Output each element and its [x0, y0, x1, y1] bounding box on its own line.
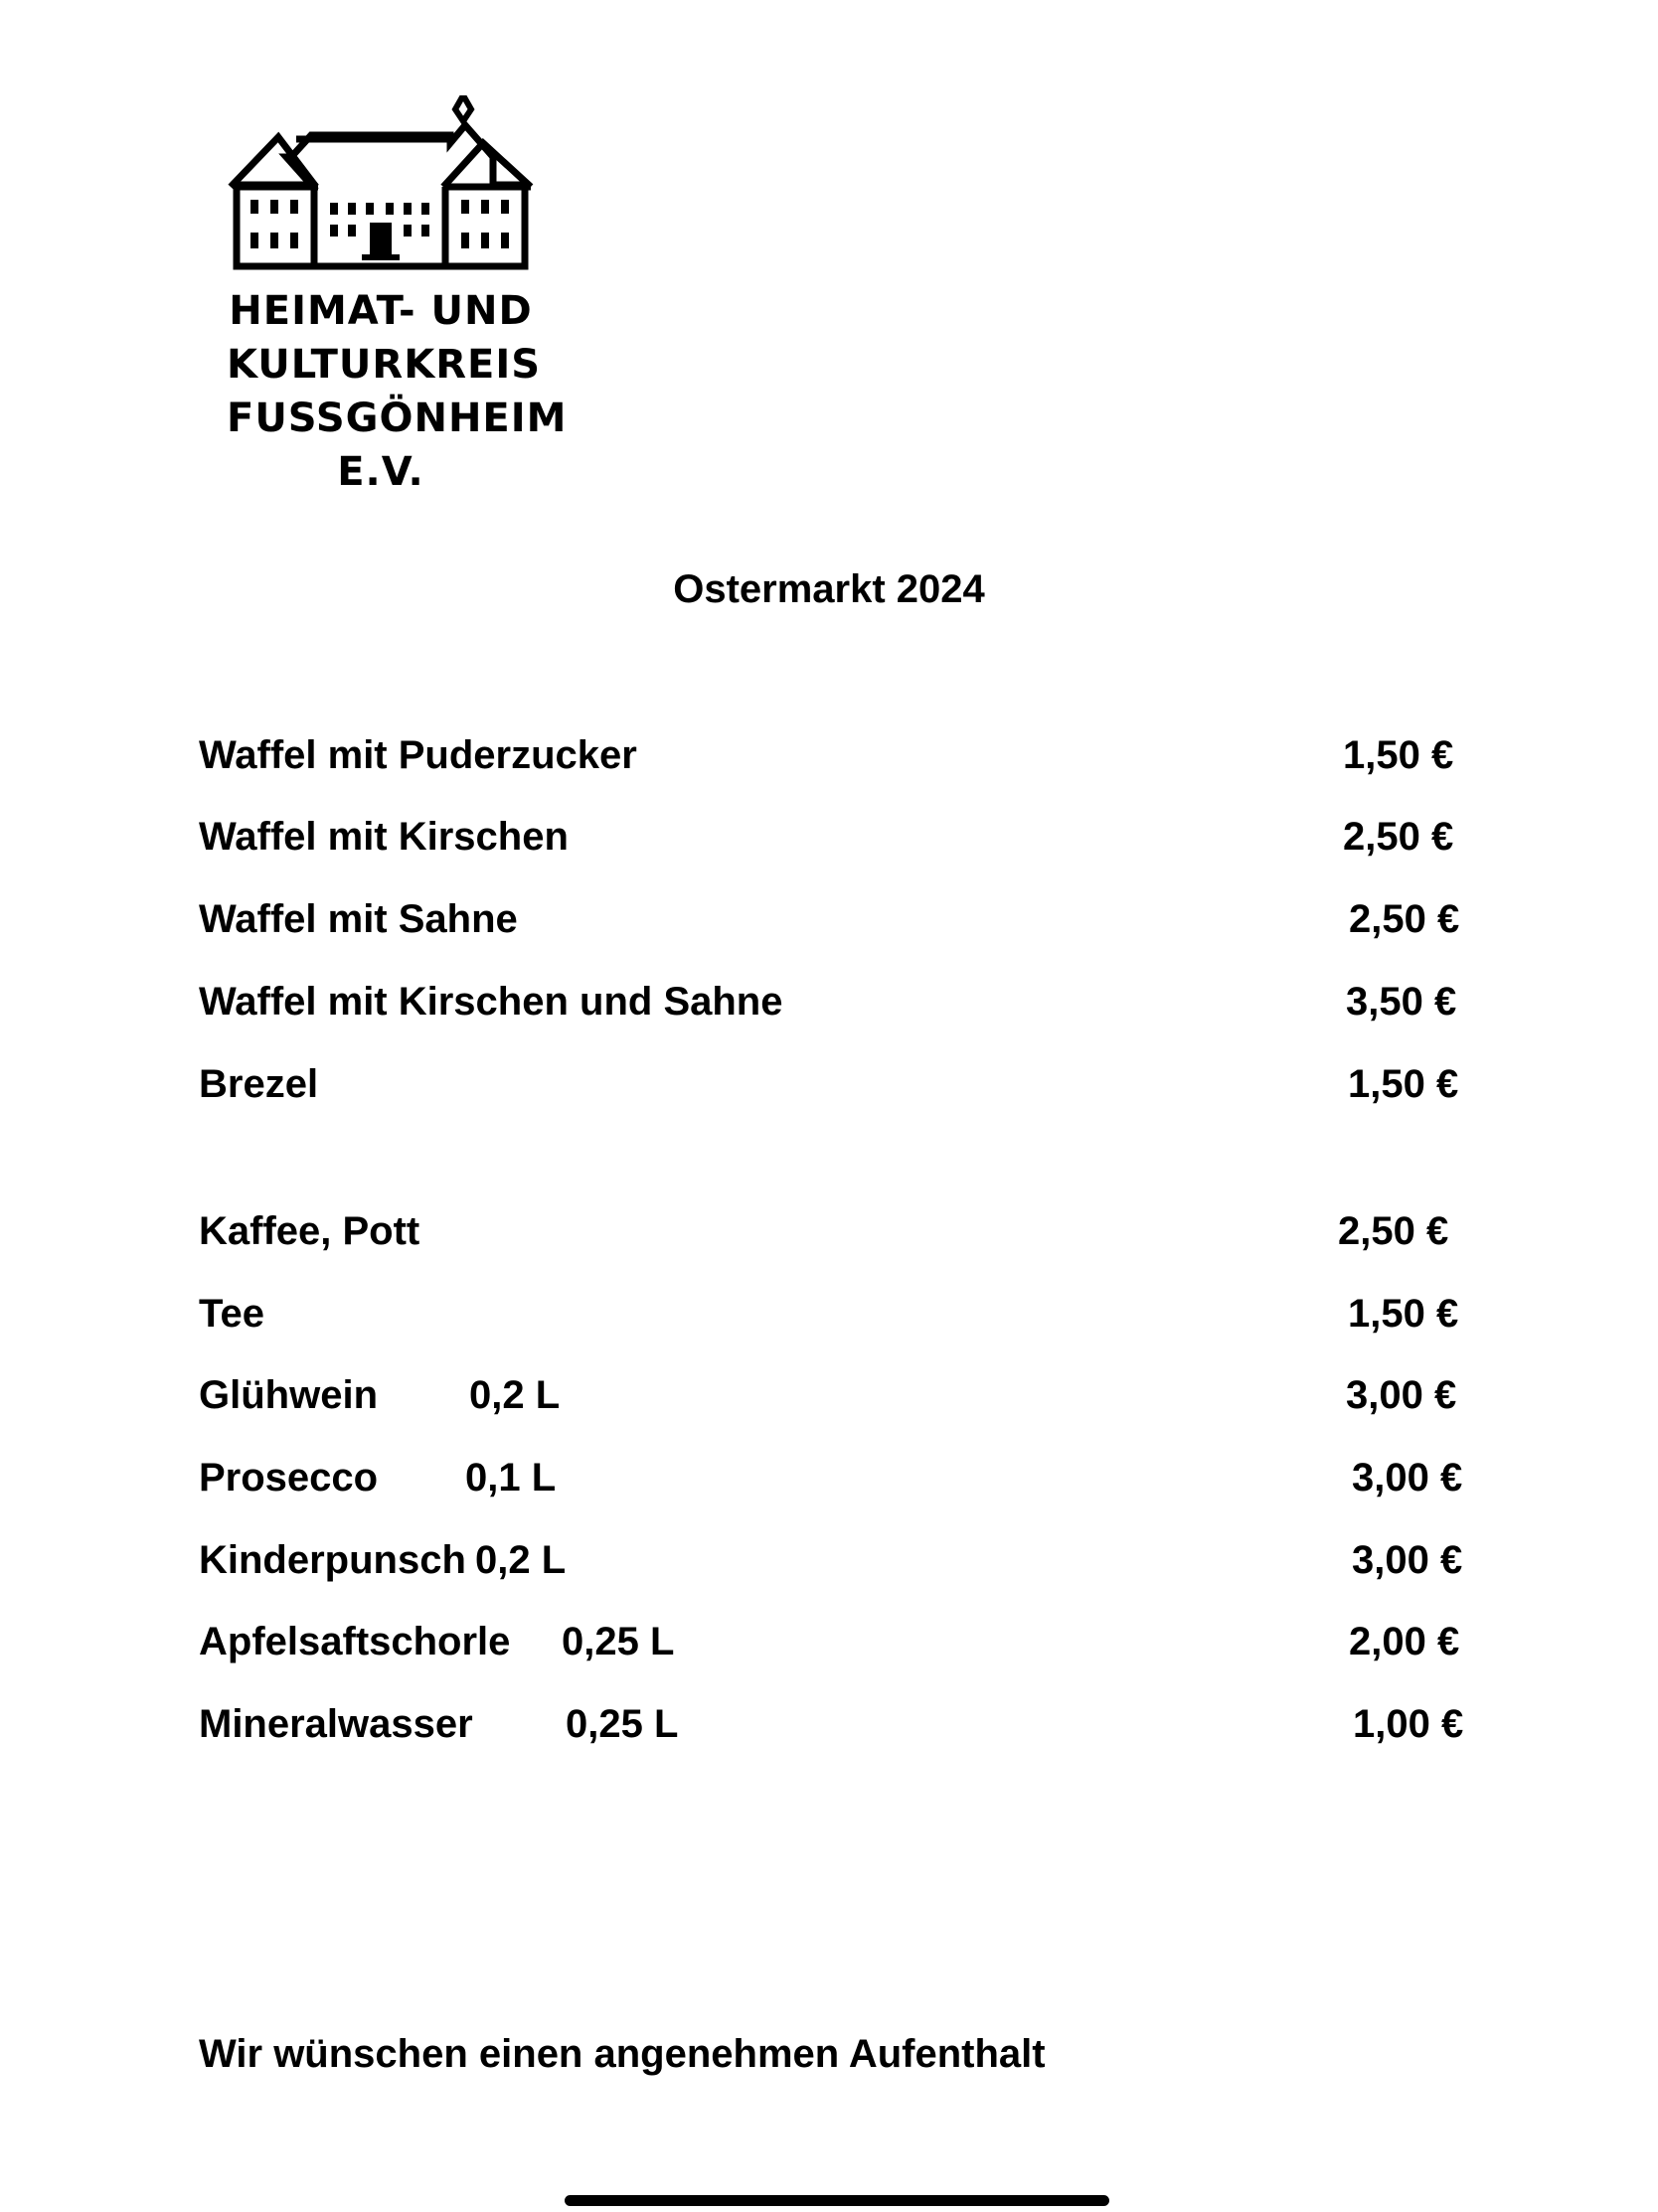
item-name: Waffel mit Kirschen	[199, 815, 569, 859]
menu-item	[199, 1615, 1471, 1668]
item-name: Kaffee, Pott	[199, 1209, 420, 1253]
menu-item	[199, 892, 1471, 946]
item-price: 1,00 €	[1353, 1702, 1464, 1746]
menu-item	[199, 1451, 1471, 1504]
item-size: 0,2 L	[475, 1538, 567, 1582]
logo-text	[227, 284, 568, 499]
item-price: 2,50 €	[1343, 815, 1454, 859]
item-name: Mineralwasser	[199, 1702, 473, 1746]
menu-item	[199, 1204, 1471, 1258]
logo-line: FUSSGÖNHEIM	[227, 395, 568, 441]
item-price: 2,00 €	[1349, 1620, 1460, 1663]
item-name: Tee	[199, 1292, 264, 1336]
item-size: 0,25 L	[566, 1702, 679, 1746]
home-indicator[interactable]	[565, 2195, 1109, 2206]
menu-item	[199, 1057, 1471, 1111]
item-price: 1,50 €	[1348, 1292, 1459, 1336]
logo-line: KULTURKREIS	[227, 342, 542, 388]
item-name: Glühwein	[199, 1373, 378, 1417]
item-size: 0,1 L	[465, 1456, 557, 1500]
item-name: Waffel mit Puderzucker	[199, 733, 637, 777]
item-price: 3,00 €	[1352, 1538, 1463, 1582]
item-name: Waffel mit Sahne	[199, 897, 518, 941]
club-logo	[227, 95, 568, 513]
item-name: Brezel	[199, 1062, 319, 1106]
castle-icon	[227, 95, 535, 279]
item-price: 3,00 €	[1352, 1456, 1463, 1500]
item-name: Prosecco	[199, 1456, 379, 1500]
item-name: Apfelsaftschorle	[199, 1620, 511, 1663]
menu-item	[199, 1697, 1471, 1751]
menu-item	[199, 1533, 1471, 1587]
item-price: 2,50 €	[1338, 1209, 1449, 1253]
item-size: 0,2 L	[469, 1373, 561, 1417]
item-price: 2,50 €	[1349, 897, 1460, 941]
logo-line: E.V.	[337, 449, 424, 495]
item-price: 3,00 €	[1346, 1373, 1457, 1417]
logo-line: HEIMAT- UND	[229, 288, 533, 334]
item-price: 1,50 €	[1343, 733, 1454, 777]
menu-item	[199, 810, 1471, 864]
item-name: Kinderpunsch	[199, 1538, 466, 1582]
item-price: 1,50 €	[1348, 1062, 1459, 1106]
item-size: 0,25 L	[562, 1620, 675, 1663]
menu-item	[199, 1287, 1471, 1341]
item-name: Waffel mit Kirschen und Sahne	[199, 980, 783, 1024]
page-title: Ostermarkt 2024	[673, 567, 985, 611]
menu-item	[199, 975, 1471, 1028]
menu-item	[199, 1368, 1471, 1422]
menu-item	[199, 728, 1471, 782]
closing-message: Wir wünschen einen angenehmen Aufenthalt	[199, 2032, 1046, 2076]
item-price: 3,50 €	[1346, 980, 1457, 1024]
